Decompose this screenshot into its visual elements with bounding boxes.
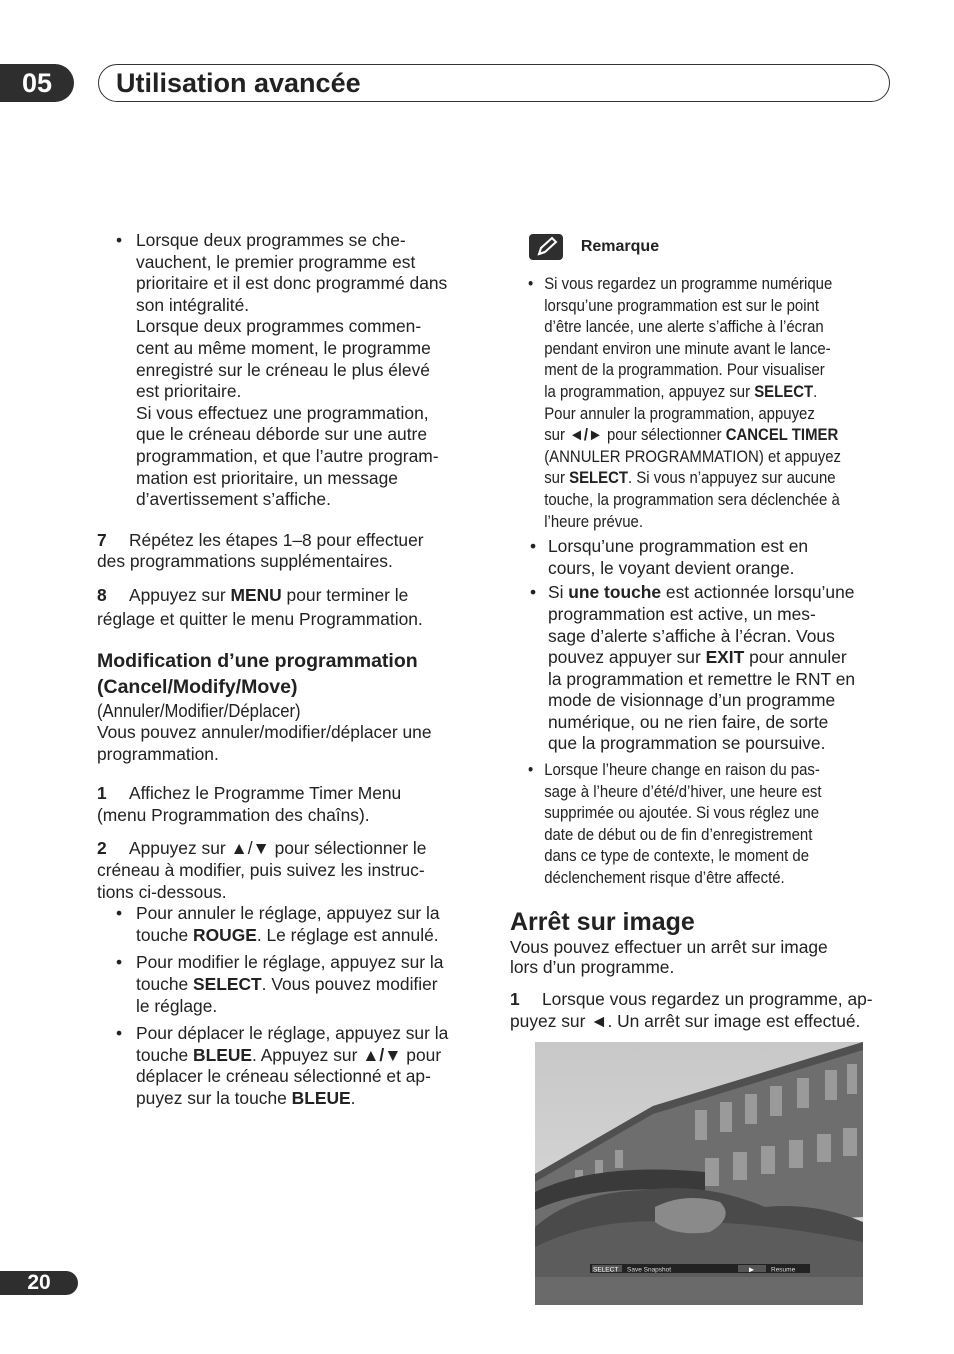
step-text: Lorsque vous regardez un programme, ap- <box>542 988 873 1009</box>
arrow-keys: ▲/▼ <box>362 1044 402 1065</box>
arrow-key: ◄ <box>590 1011 608 1032</box>
text-line: programmation, et que l’autre program- <box>136 445 439 466</box>
osd-select-label: SELECT <box>593 1266 619 1274</box>
text-line: • Pour déplacer le réglage, appuyez sur la <box>136 1023 449 1044</box>
bullet-overlap <box>97 230 487 511</box>
note-2 <box>510 536 888 579</box>
left-column <box>97 230 487 1110</box>
text: . <box>350 1088 356 1108</box>
page-number: 20 <box>0 1271 78 1295</box>
text: touche <box>136 924 194 945</box>
text: pour sélectionner <box>602 425 726 445</box>
text: . Le réglage est annulé. <box>256 924 439 945</box>
chapter-title: Utilisation avancée <box>98 64 890 102</box>
key-name: BLEUE <box>193 1044 252 1065</box>
step-number: 7 <box>97 529 107 550</box>
text: . Si vous n’appuyez sur aucune <box>628 468 836 488</box>
step-text: Affichez le Programme Timer Menu <box>129 783 402 804</box>
note-4 <box>510 759 922 889</box>
bullet-modify <box>97 952 487 1017</box>
text-line: mode de visionnage d’un programme <box>548 690 836 711</box>
step-2 <box>97 838 487 903</box>
step-text: créneau à modifier, puis suivez les instruc- <box>97 860 425 881</box>
text-line: Pour annuler la programmation, appuyez <box>544 403 815 423</box>
text-line: Lorsque deux programmes commen- <box>136 316 422 337</box>
text-line: supprimée ou ajoutée. Si vous réglez une <box>544 803 820 823</box>
text: la programmation, appuyez sur <box>544 381 755 401</box>
text-line: • Lorsqu’une programmation est en <box>548 536 809 557</box>
text-line: numérique, ou ne rien faire, de sorte <box>548 711 829 732</box>
section-heading: Arrêt sur image <box>510 907 695 936</box>
step-7 <box>97 530 487 573</box>
text: . Appuyez sur <box>252 1044 363 1065</box>
text-line: ment de la programmation. Pour visualiser <box>544 360 825 380</box>
section-intro: lors d’un programme. <box>510 957 675 978</box>
step-text: tions ci-dessous. <box>97 881 227 902</box>
text-line: est prioritaire. <box>136 381 242 402</box>
text-line: la programmation et remettre le RNT en <box>548 668 856 689</box>
text-line: programmation est active, un mes- <box>548 603 816 624</box>
text: sur <box>544 468 570 488</box>
text-line: sage d’alerte s’affiche à l’écran. Vous <box>548 625 835 646</box>
text-line: cours, le voyant devient orange. <box>548 557 795 578</box>
text-line: • Si vous regardez un programme numérique <box>544 274 833 293</box>
key-name: ROUGE <box>193 924 257 945</box>
section-intro: programmation. <box>97 743 219 764</box>
building-photo <box>535 1042 863 1305</box>
bullet-cancel <box>97 903 487 946</box>
text-line: déplacer le créneau sélectionné et ap- <box>136 1066 431 1087</box>
key-name: BLEUE <box>291 1088 351 1108</box>
osd-resume-label: Resume <box>771 1266 796 1274</box>
text-line: le réglage. <box>136 995 218 1016</box>
step-text: réglage et quitter le menu Programmation. <box>97 608 423 629</box>
text-line: prioritaire et il est donc programmé dans <box>136 273 448 294</box>
key-name: MENU <box>230 584 282 605</box>
text: pour <box>401 1044 442 1065</box>
step-1 <box>97 783 487 826</box>
section-modify <box>97 648 487 765</box>
text-line: vauchent, le premier programme est <box>136 251 416 272</box>
text-line: lorsqu’une programmation est sur le point <box>544 295 819 315</box>
step-number: 1 <box>97 783 107 804</box>
text: touche <box>136 1044 194 1065</box>
step-text: Répétez les étapes 1–8 pour effectuer <box>129 529 424 550</box>
text: sur <box>544 425 570 445</box>
text: puyez sur la touche <box>136 1088 292 1108</box>
text-line: (ANNULER PROGRAMMATION) et appuyez <box>544 446 842 466</box>
text-line: pendant environ une minute avant le lance- <box>544 338 831 358</box>
note-1 <box>510 273 922 532</box>
text: est actionnée lorsqu’une <box>661 582 855 603</box>
text: . Vous pouvez modifier <box>261 974 438 995</box>
key-name: SELECT <box>569 468 629 488</box>
step-number: 2 <box>97 838 107 859</box>
section-freeze <box>510 907 888 978</box>
text: pouvez appuyer sur <box>548 647 706 668</box>
text-line: son intégralité. <box>136 294 250 315</box>
text-line: que la programmation se poursuive. <box>548 733 826 754</box>
note-3 <box>510 582 888 755</box>
text-line: que le créneau déborde sur une autre <box>136 424 428 445</box>
section-subtitle: (Annuler/Modifier/Déplacer) <box>97 700 301 722</box>
text-line: l’heure prévue. <box>544 511 644 531</box>
text: puyez sur <box>510 1011 591 1032</box>
right-column <box>510 234 888 1033</box>
arrow-keys: ◄/► <box>569 425 603 445</box>
step-text: (menu Programmation des chaîns). <box>97 804 370 825</box>
text-line: enregistré sur le créneau le plus élevé <box>136 359 430 380</box>
step-number: 1 <box>510 988 520 1009</box>
text: Si <box>548 582 569 603</box>
key-name: SELECT <box>754 381 814 401</box>
note-header <box>529 234 888 266</box>
step-number: 8 <box>97 584 107 605</box>
text-line: cent au même moment, le programme <box>136 337 431 358</box>
key-name: une touche <box>568 582 662 603</box>
text: . Un arrêt sur image est effectué. <box>607 1011 861 1032</box>
text-line: • Lorsque l’heure change en raison du pas- <box>544 760 820 780</box>
step-8 <box>97 585 487 630</box>
section-heading: Modification d’une programmation <box>97 650 418 673</box>
osd-action-label: Save Snapshot <box>627 1266 672 1274</box>
section-heading: (Cancel/Modify/Move) <box>97 676 298 699</box>
text-line: mation est prioritaire, un message <box>136 467 398 488</box>
note-title: Remarque <box>580 238 660 256</box>
text-line: touche, la programmation sera déclenchée à <box>544 489 840 509</box>
key-name: CANCEL TIMER <box>725 425 839 445</box>
step-text: pour terminer le <box>281 584 409 605</box>
text: . <box>813 381 818 401</box>
text-line: d’être lancée, une alerte s’affiche à l’écran <box>544 317 824 337</box>
text-line: sage à l’heure d’été/d’hiver, une heure est <box>544 781 822 801</box>
section-intro: Vous pouvez annuler/modifier/déplacer une <box>97 722 432 743</box>
text-line: • Lorsque deux programmes se che- <box>136 230 406 250</box>
section-intro: Vous pouvez effectuer un arrêt sur image <box>510 936 828 957</box>
step-text: Appuyez sur ▲/▼ pour sélectionner le <box>129 838 427 859</box>
chapter-number: 05 <box>0 64 74 102</box>
freeze-step-1 <box>510 989 888 1033</box>
text-line: déclenchement risque d’être affecté. <box>544 868 785 888</box>
text: pour annuler <box>744 647 847 668</box>
text-line: dans ce type de contexte, le moment de <box>544 846 810 866</box>
text-line: • Pour modifier le réglage, appuyez sur la <box>136 952 444 973</box>
text-line: • Pour annuler le réglage, appuyez sur la <box>136 903 440 924</box>
key-name: EXIT <box>705 647 745 668</box>
text: touche <box>136 974 194 995</box>
osd-play-icon: ▶ <box>749 1266 754 1274</box>
key-name: SELECT <box>193 974 262 995</box>
text-line: date de début ou de fin d’enregistrement <box>544 824 813 844</box>
pencil-icon <box>529 234 563 260</box>
freeze-frame-photo <box>535 1042 863 1305</box>
bullet-move <box>97 1023 487 1109</box>
step-text: Appuyez sur <box>129 584 231 605</box>
pencil-note-icon <box>529 234 563 260</box>
text-line: d’avertissement s’affiche. <box>136 489 331 510</box>
text-line: Si vous effectuez une programmation, <box>136 402 429 423</box>
step-text: des programmations supplémentaires. <box>97 551 393 572</box>
